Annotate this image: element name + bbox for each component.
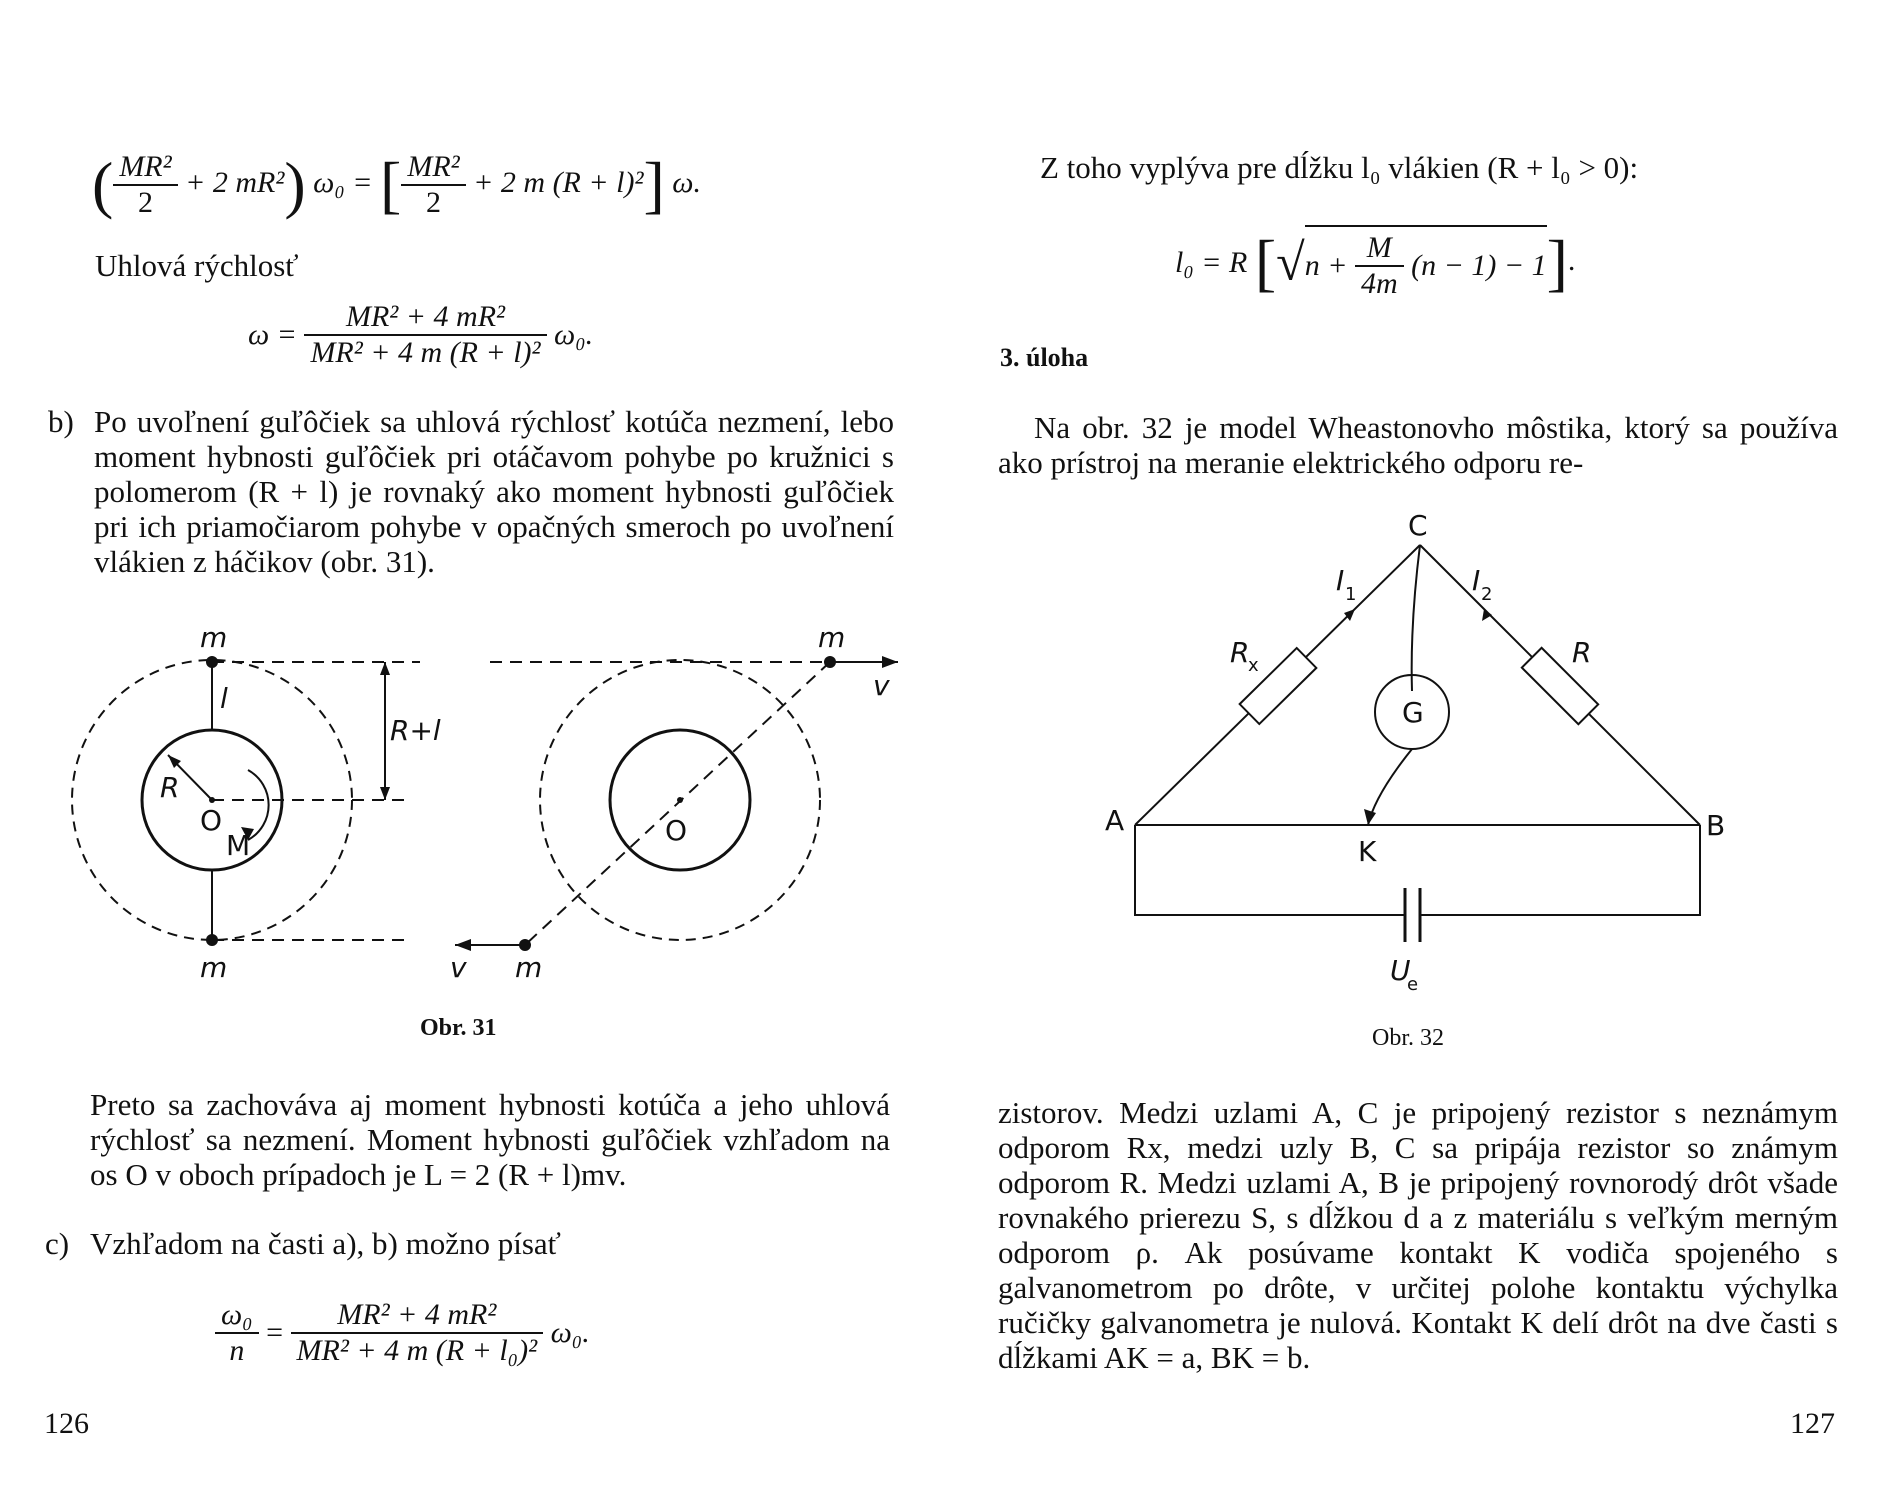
paragraph-continuation: zistorov. Medzi uzlami A, C je pripojený rezistor s neznámym odporom Rx, medzi uzly B, C sa pripája rezistor so známym odporom R. Medzi uzlami A, B je pripojený rovnorodý drôt všade rovnakého prierezu S, s dĺžkou d a z materiálu s veľkým merným odporom ρ. Ak posúvame kontakt K vodiča spojeného s galvanometrom po drôte, v určitej polohe kontaktu výchylka ručičky galvanometra je nulová. Kontakt K delí drôt na dve časti s dĺžkami AK = a, BK = b. <box>998 1095 1838 1375</box>
fraction <box>291 1298 544 1368</box>
uhlova-rychlost-label: Uhlová rýchlosť <box>95 248 299 283</box>
equation-term: + 2 m (R + l)² <box>473 165 644 199</box>
galvanometer-wire-top <box>1412 545 1420 691</box>
equation-term: l₀ = R <box>1175 246 1248 279</box>
sqrt-body <box>1305 225 1547 301</box>
fraction-rhs <box>401 150 465 220</box>
label-O-right: O <box>665 814 688 847</box>
label-l: l <box>220 682 228 715</box>
equation-term: ω₀. <box>554 318 594 351</box>
velocity-arrowhead-top <box>882 656 898 668</box>
equation-4 <box>1175 225 1575 301</box>
figure-31 <box>60 625 920 985</box>
equation-term: n + <box>1304 249 1348 282</box>
task-text: Na obr. 32 je model Wheastonovho môstika, ktorý sa používa ako prístroj na meranie elektrického odporu re- <box>998 410 1838 480</box>
equation-term: ω. <box>672 165 701 199</box>
center-left <box>209 797 215 803</box>
equation-1 <box>92 150 701 220</box>
ball-right-bottom <box>519 939 531 951</box>
equation-3 <box>215 1298 590 1368</box>
dim-arrowhead-bottom <box>380 787 390 800</box>
page-number-right: 127 <box>1790 1407 1835 1440</box>
label-I2-sub: 2 <box>1481 584 1493 605</box>
bracket-close: ] <box>643 149 665 220</box>
equation-2 <box>248 300 593 370</box>
fraction-numerator: ω₀ <box>215 1298 259 1334</box>
equation-term: + 2 mR² <box>185 165 285 199</box>
label-Ue-sub: e <box>1407 974 1419 995</box>
node-K: K <box>1358 835 1377 868</box>
label-M: M <box>226 829 251 862</box>
item-b-text: Po uvoľnení guľôčiek sa uhlová rýchlosť kotúča nezmení, lebo moment hybnosti guľôčiek pri otáčavom pohybe po kružnici s polomerom (R + l) je rovnaký ako moment hybnosti guľôčiek pri ich priamočiarom pohybe v opačných smeroch po uvoľnení vlákien z háčikov (obr. 31). <box>94 404 894 579</box>
diagonal-dashed <box>525 662 830 945</box>
page-number-left: 126 <box>44 1407 89 1440</box>
fraction-omega-n <box>215 1298 259 1368</box>
label-R: R <box>1572 636 1592 669</box>
fraction-denominator: 2 <box>426 186 441 219</box>
label-I1: I <box>1336 564 1345 597</box>
fraction-numerator: MR² + 4 mR² <box>304 300 546 336</box>
label-O-left: O <box>200 804 223 837</box>
label-I1-sub: 1 <box>1345 584 1357 605</box>
label-Ue: U <box>1390 954 1411 987</box>
velocity-arrowhead-bottom <box>455 939 471 951</box>
bracket-open: [ <box>380 149 402 220</box>
equation-term: . <box>1567 243 1576 277</box>
fraction-denominator: 4m <box>1360 267 1398 300</box>
label-v-right: v <box>873 669 890 702</box>
equation-term: (n − 1) − 1 <box>1411 249 1547 282</box>
figure-31-caption: Obr. 31 <box>420 1015 497 1041</box>
battery-loop-right <box>1420 825 1700 915</box>
sqrt-sign: √ <box>1276 234 1305 292</box>
paren-open: ( <box>92 149 114 220</box>
equals-sign: = <box>266 1316 284 1349</box>
fraction-denominator: n <box>229 1334 245 1367</box>
fraction-numerator: MR² <box>113 150 177 186</box>
label-v-bottom: v <box>450 951 467 984</box>
fraction-denominator: 2 <box>137 186 153 219</box>
equation-term: ω₀. <box>550 1316 590 1349</box>
ball-right-top <box>824 656 836 668</box>
fraction-denominator: MR² + 4 m (R + l)² <box>310 336 541 369</box>
node-A: A <box>1105 804 1125 837</box>
fraction-numerator: MR² <box>401 150 465 186</box>
ball-bottom <box>206 934 218 946</box>
item-c-text: Vzhľadom na časti a), b) možno písať <box>90 1226 561 1261</box>
label-I2: I <box>1472 564 1481 597</box>
galvanometer-arrowhead <box>1364 809 1376 825</box>
fraction <box>304 300 546 370</box>
label-R: R <box>160 771 180 804</box>
fraction <box>1355 231 1404 301</box>
fraction-denominator: MR² + 4 m (R + l₀)² <box>296 1334 538 1367</box>
ball-top <box>206 656 218 668</box>
bracket-close: ] <box>1546 227 1568 298</box>
fraction-lhs <box>113 150 177 220</box>
node-C: C <box>1408 509 1428 542</box>
figure-32-caption: Obr. 32 <box>1372 1025 1444 1051</box>
equation-term: ω = <box>248 318 297 351</box>
task-heading: 3. úloha <box>1000 343 1089 372</box>
dim-arrowhead-top <box>380 662 390 675</box>
label-m-right-bottom: m <box>515 951 543 984</box>
node-B: B <box>1706 809 1726 842</box>
paragraph-preto: Preto sa zachováva aj moment hybnosti kotúča a jeho uhlová rýchlosť sa nezmení. Moment hybnosti guľôčiek vzhľadom na os O v oboch prípadoch je L = 2 (R + l)mv. <box>90 1087 890 1192</box>
paren-close: ) <box>284 149 306 220</box>
fraction-numerator: MR² + 4 mR² <box>291 1298 544 1334</box>
equation-term: ω₀ = <box>313 165 373 199</box>
item-c-label: c) <box>45 1226 70 1261</box>
label-Rx-sub: x <box>1248 655 1259 676</box>
label-m-bottom: m <box>200 951 228 984</box>
fraction-numerator: M <box>1355 231 1404 267</box>
label-R-plus-l: R+l <box>390 714 441 747</box>
figure-32 <box>1100 505 1760 1005</box>
label-m-right-top: m <box>818 625 846 654</box>
label-Rx: R <box>1230 636 1250 669</box>
bracket-open: [ <box>1254 227 1277 298</box>
intro-line: Z toho vyplýva pre dĺžku l₀ vlákien (R + l₀ > 0): <box>1040 150 1639 185</box>
center-right <box>677 797 683 803</box>
galvanometer-label: G <box>1402 696 1424 729</box>
label-m-top: m <box>200 625 228 654</box>
item-b-label: b) <box>48 404 74 439</box>
